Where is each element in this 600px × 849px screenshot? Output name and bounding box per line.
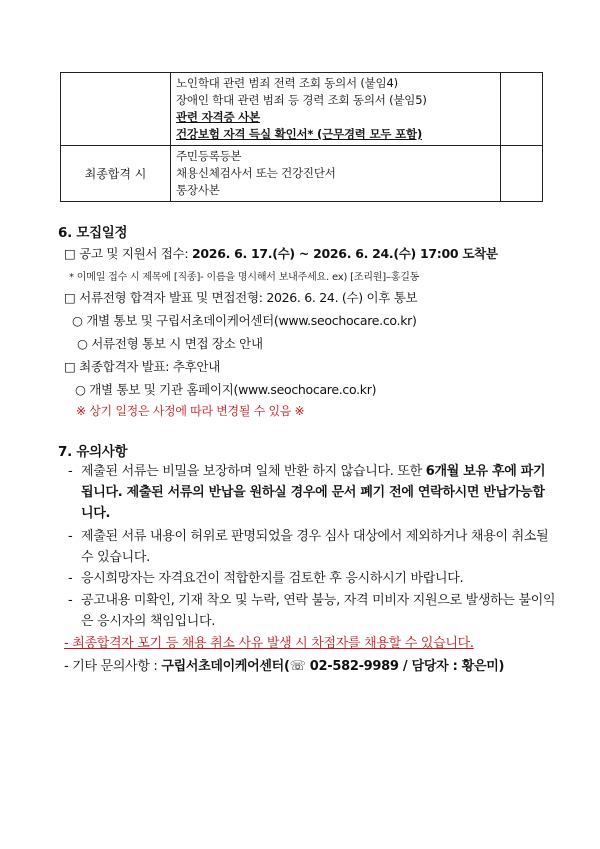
section-6-title: 6. 모집일정 <box>58 225 128 241</box>
contact-line <box>64 655 504 674</box>
table-row <box>61 73 543 146</box>
final-result-line: □ 최종합격자 발표: 추후안내 <box>64 359 220 374</box>
application-deadline: 2026. 6. 17.(수) ~ 2026. 6. 24.(수) 17:00 도착분 <box>192 246 498 261</box>
doc-item: 주민등록등본 <box>176 149 242 163</box>
schedule-change-note: ※ 상기 일정은 사정에 따라 변경될 수 있음 ※ <box>76 404 305 418</box>
table-row <box>61 146 543 202</box>
dash: - <box>68 464 73 479</box>
doc-item: 채용신체검사서 또는 건강진단서 <box>176 166 336 180</box>
row-items <box>171 73 501 146</box>
email-note: * 이메일 접수 시 제목에 [직종]- 이름을 명시해서 보내주세요. ex) [조리원]–홍길동 <box>69 272 420 283</box>
empty-cell <box>501 146 543 202</box>
notice-text: 제출된 서류 내용이 허위로 판명되었을 경우 심사 대상에서 제외하거나 채용이 취소될 수 있습니다. <box>81 529 549 565</box>
notice-item-5-red: - 최종합격자 포기 등 채용 취소 사유 발생 시 차점자를 채용할 수 있습니다. <box>64 636 474 651</box>
application-label: □ 공고 및 지원서 접수: <box>64 246 192 261</box>
documents-table <box>60 72 543 202</box>
doc-item: 건강보험 자격 득실 확인서* (근무경력 모두 포함) <box>176 127 423 141</box>
row-label <box>61 73 171 146</box>
notice-text: 제출된 서류는 비밀을 보장하며 일체 반환 하지 않습니다. 또한 <box>81 464 426 479</box>
document-result-line: □ 서류전형 합격자 발표 및 면접전형: 2026. 6. 24. (수) 이후 통보 <box>64 290 418 305</box>
dash: - <box>68 571 73 586</box>
notice-item-1 <box>68 461 556 524</box>
notice-text: 공고내용 미확인, 기재 착오 및 누락, 연락 불능, 자격 미비자 지원으로 발생하는 불이익은 응시자의 책임입니다. <box>81 593 556 629</box>
application-period <box>64 244 498 262</box>
notice-item-3 <box>68 568 556 589</box>
section-7-title: 7. 유의사항 <box>58 444 128 460</box>
doc-item: 관련 자격증 사본 <box>176 110 260 124</box>
document-notice-1: ○ 개별 통보 및 구립서초데이케어센터(www.seochocare.co.kr) <box>72 313 417 328</box>
doc-item: 통장사본 <box>176 183 220 197</box>
document-notice-2: ○ 서류전형 통보 시 면접 장소 안내 <box>77 336 263 351</box>
dash: - <box>68 529 73 544</box>
notice-item-2 <box>68 526 556 568</box>
final-notice: ○ 개별 통보 및 기관 홈페이지(www.seochocare.co.kr) <box>75 382 377 397</box>
doc-item: 장애인 학대 관련 범죄 등 경력 조회 동의서 (붙임5) <box>176 93 427 107</box>
row-label-final-pass: 최종합격 시 <box>61 146 171 202</box>
dash: - <box>68 593 73 608</box>
row-items <box>171 146 501 202</box>
contact-info: 구립서초데이케어센터(☏ 02-582-9989 / 담당자 : 황은미) <box>161 659 505 674</box>
notice-text: 응시희망자는 자격요건이 적합한지를 검토한 후 응시하시기 바랍니다. <box>81 571 464 586</box>
notice-text-bold: 6개월 보유 후에 파기됩니다. 제출된 서류의 반납을 원하실 경우에 문서 폐기 전에 연락하시면 반납가능합니다. <box>81 464 546 521</box>
contact-label: - 기타 문의사항 : <box>64 659 162 674</box>
doc-item: 노인학대 관련 범죄 전력 조회 동의서 (붙임4) <box>176 76 398 90</box>
empty-cell <box>501 73 543 146</box>
notice-item-4 <box>68 590 556 632</box>
